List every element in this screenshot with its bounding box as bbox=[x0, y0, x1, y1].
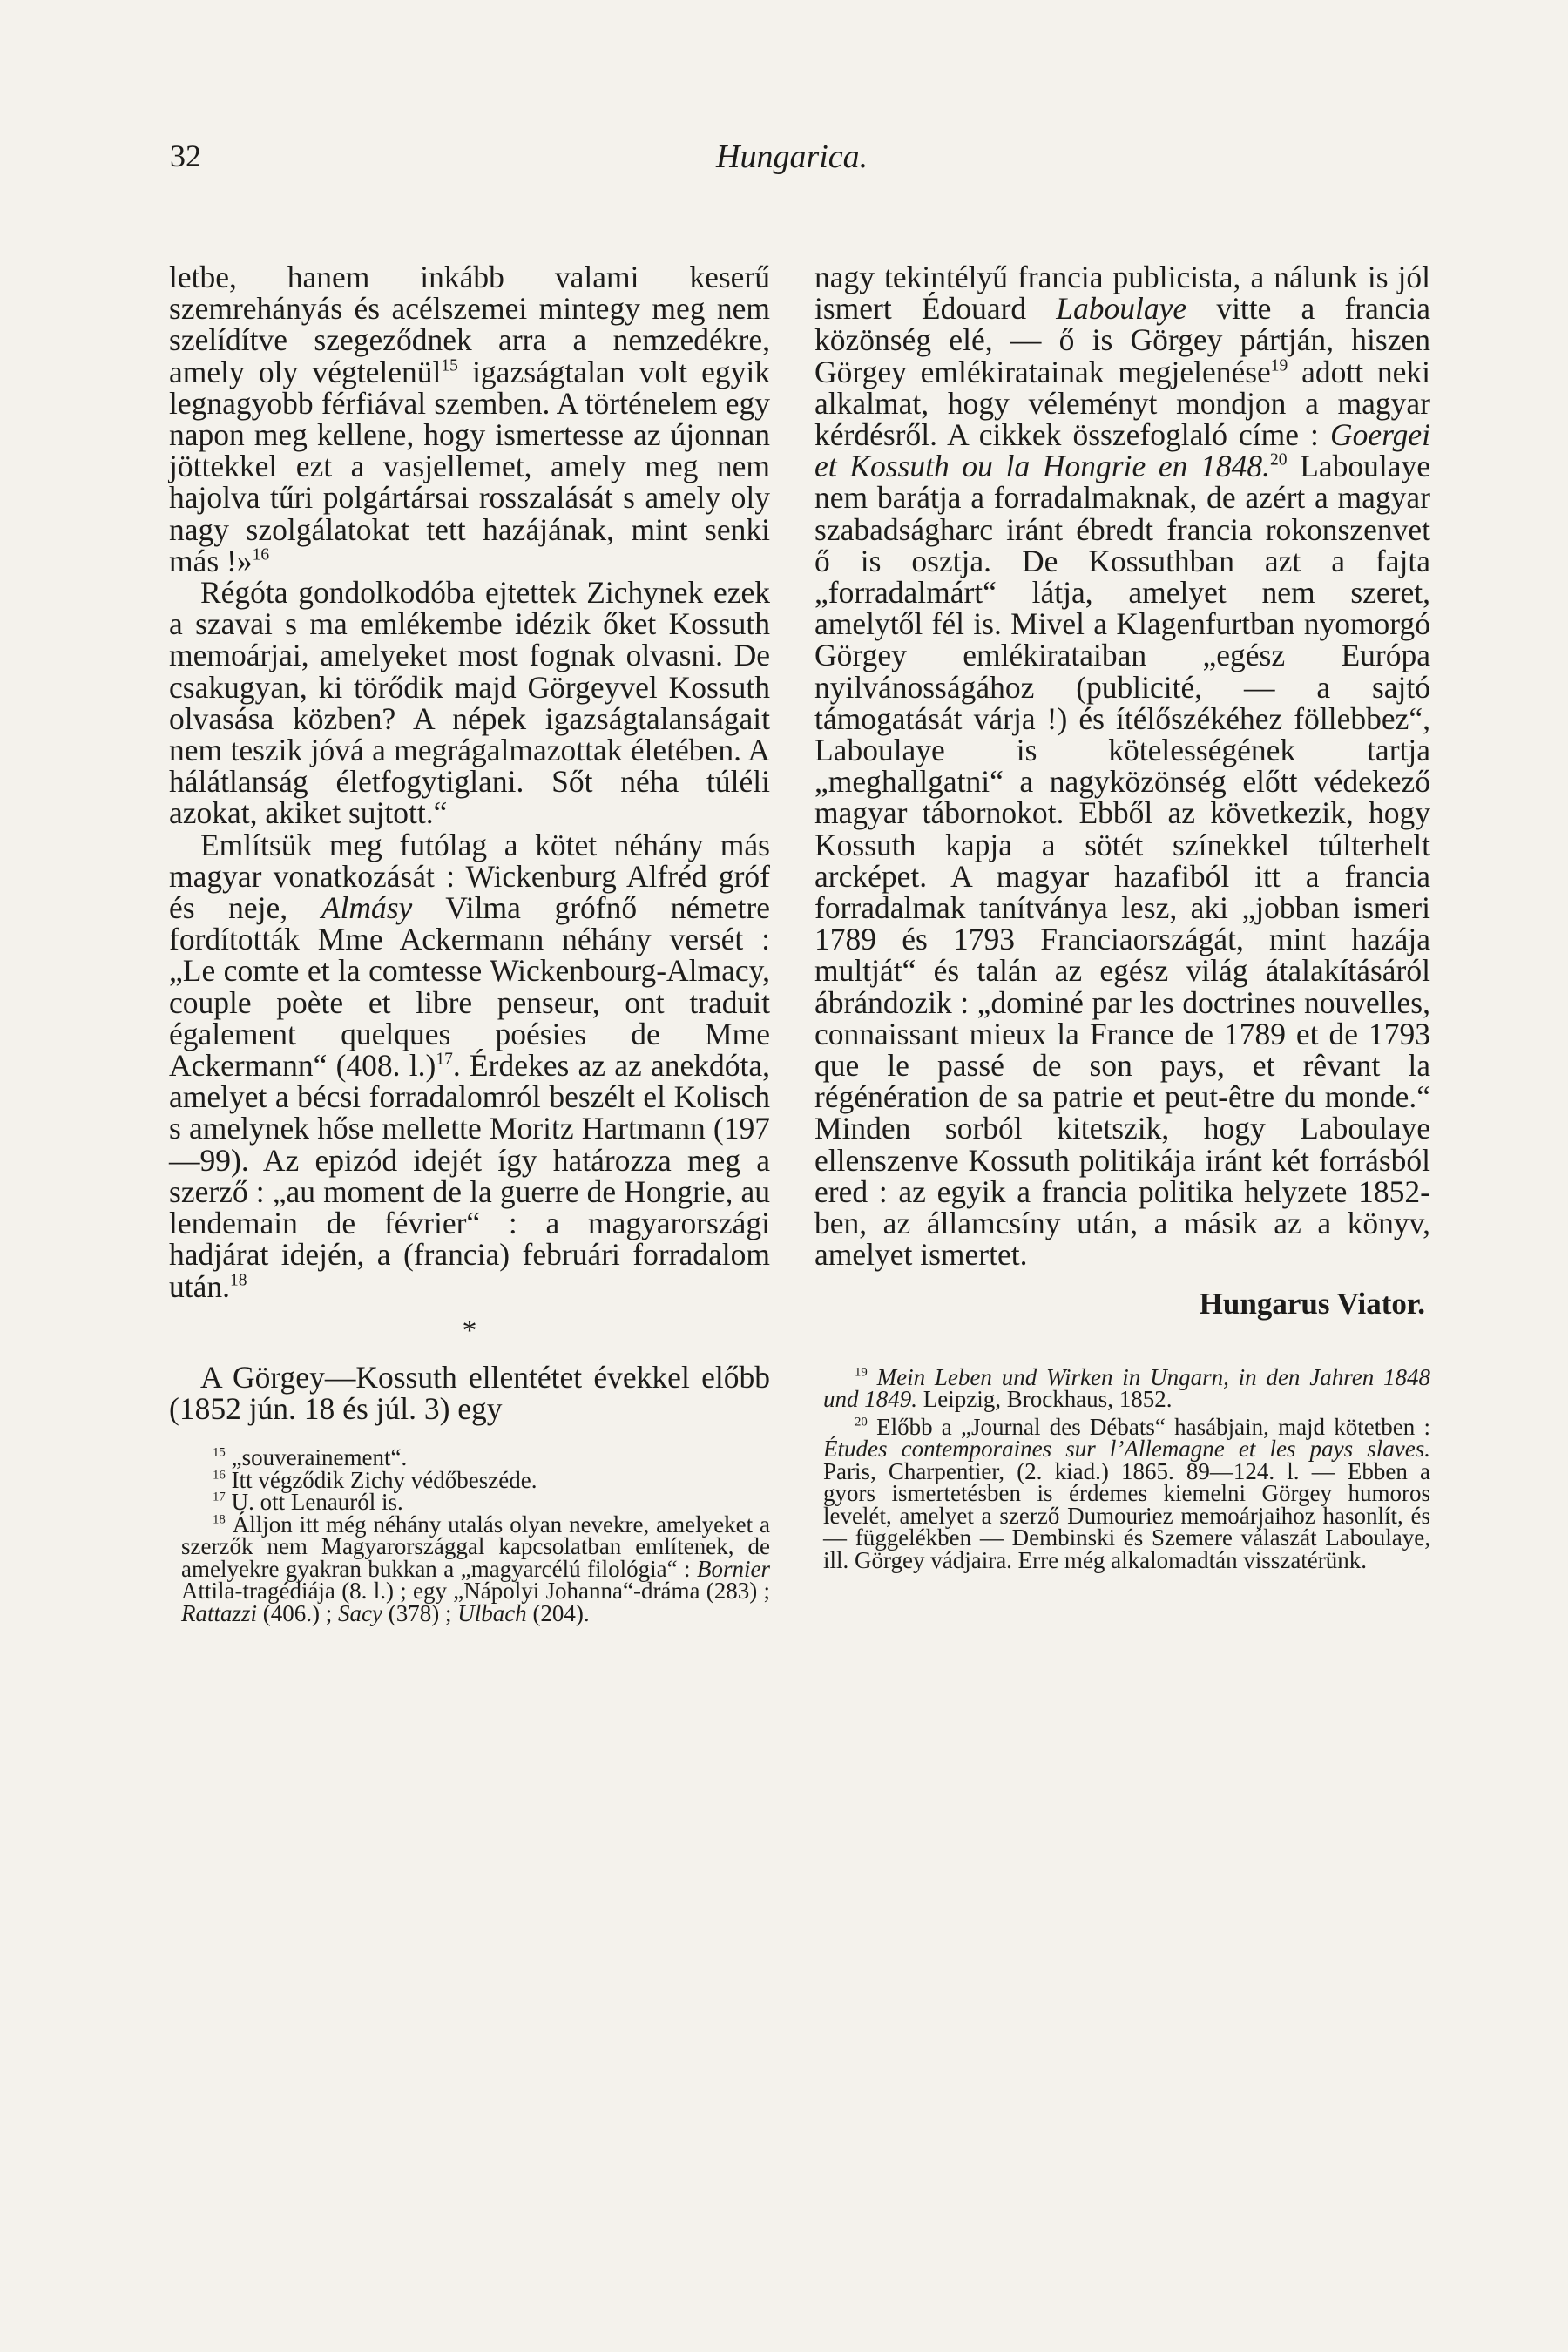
section-asterisk: * bbox=[462, 1314, 477, 1347]
right-column bbox=[814, 261, 1430, 1577]
footnote-15: $^{15}$ „souverainement“. bbox=[213, 1444, 408, 1471]
page-number: 32 bbox=[170, 139, 201, 173]
footnote-16: $^{16}$ Itt végződik Zichy védőbeszéde. bbox=[213, 1466, 537, 1493]
running-title: Hungarica. bbox=[716, 139, 868, 175]
left-paragraph-2: Régóta gondolkodóba ejtettek Zichynek ezek a szavai s ma emlékembe idézik őket Kossuth memoárjai, amelyeket most fognak olvasni. De csakugyan, ki törődik majd Görgeyvel Kossuth olvasása közben? A népek igazságtalanságait nem teszik jóvá a megrágalmazottak életében. A hálátlanság életfogytiglani. Sőt néha túléli azokat, akiket sujtott.“ bbox=[169, 575, 770, 831]
footnote-19: $^{19}$ Mein Leben und Wirken in Ungarn, in den Jahren 1848 und 1849. Leipzig, Brockhaus, 1852. bbox=[823, 1363, 1430, 1412]
left-column bbox=[169, 261, 770, 1625]
signature: Hungarus Viator. bbox=[1199, 1286, 1425, 1321]
left-paragraph-1: letbe, hanem inkább valami keserű szemrehányás és acélszemei mintegy meg nem szelídítve szegeződnek arra a nemzedékre, amely oly végtelenül$^{15}$ igazságtalan volt egyik legnagyobb férfiával szemben. A történelem egy napon meg kellene, hogy ismertesse az újonnan jöttekkel ezt a vasjellemet, amely meg nem hajolva tűri polgártársai rosszalását s amely oly nagy szolgálatokat tett hazájának, mint senki más !»$^{16}$ bbox=[169, 260, 770, 578]
footnote-20: $^{20}$ Előbb a „Journal des Débats“ hasábjain, majd kötetben : Études contemporaines sur l’Allemagne et les pays slaves. Paris, Charpentier, (2. kiad.) 1865. 89—124. l. — Ebben a gyors ismertetésben is érdemes kiemelni Görgey humoros levelét, amelyet a szerző Dumouriez memoárjaihoz hasonlít, és — függelékben — Dembinski és Szemere válaszát Laboulaye, ill. Görgey vádjaira. Erre még alkalomadtán visszatérünk. bbox=[823, 1413, 1430, 1573]
left-paragraph-4: A Görgey—Kossuth ellentétet évekkel előbb (1852 jún. 18 és júl. 3) egy bbox=[169, 1359, 770, 1426]
footnote-18: $^{18}$ Álljon itt még néhány utalás olyan nevekre, amelyeket a szerzők nem Magyarországgal kapcsolatban említenek, de amelyekre gyakran bukkan a „magyarcélú filológia“ : Bornier Attila-tragédiája (8. l.) ; egy „Nápolyi Johanna“-dráma (283) ; Rattazzi (406.) ; Sacy (378) ; Ulbach (204). bbox=[181, 1511, 770, 1626]
left-paragraph-3: Említsük meg futólag a kötet néhány más magyar vonatkozását : Wickenburg Alfréd gróf és neje, Almásy Vilma grófnő németre fordították Mme Ackermann néhány versét : „Le comte et la comtesse Wickenbourg-Almacy, couple poète et libre penseur, ont traduit également quelques poésies de Mme Ackermann“ (408. l.)$^{17}$. Érdekes az az anekdóta, amelyet a bécsi forradalomról beszélt el Kolisch s amelynek hőse mellette Moritz Hartmann (197—99). Az epizód idejét így határozza meg a szerző : „au moment de la guerre de Hongrie, au lendemain de février“ : a magyarországi hadjárat idején, a (francia) februári forradalom után.$^{18}$ bbox=[169, 827, 771, 1304]
right-footnotes bbox=[814, 1363, 1430, 1573]
left-footnotes bbox=[169, 1444, 770, 1626]
footnote-17: $^{17}$ U. ott Lenauról is. bbox=[213, 1489, 403, 1516]
right-paragraph-1: nagy tekintélyű francia publicista, a nálunk is jól ismert Édouard Laboulaye vitte a francia közönség elé, — ő is Görgey pártján, hiszen Görgey emlékiratainak megjelenése$^{19}$ adott neki alkalmat, hogy véleményt mondjon a magyar kérdésről. A cikkek összefoglaló címe : Goergei et Kossuth ou la Hongrie en 1848.20 Laboulaye nem barátja a forradalmaknak, de azért a magyar szabadságharc iránt ébredt francia rokonszenvet ő is osztja. De Kossuthban azt a fajta „forradalmárt“ látja, amelyet nem szeret, amelytől fél is. Mivel a Klagenfurtban nyomorgó Görgey emlékirataiban „egész Európa nyilvánosságához (publicité, — a sajtó támogatását várja !) és ítélőszékéhez föllebbez“, Laboulaye is kötelességének tartja „meghallgatni“ a nagyközönség előtt védekező magyar tábornokot. Ebből az következik, hogy Kossuth kapja a sötét színekkel túlterhelt arcképet. A magyar hazafiból itt a francia forradalmak tanítványa lesz, aki „jobban ismeri 1789 és 1793 Franciaországát, mint hazája multját“ és talán az egész világ átalakításáról ábrándozik : „dominé par les doctrines nouvelles, connaissant mieux la France de 1789 et de 1793 que le passé de son pays, et rêvant la régénération de sa patrie et peut-être du monde.“ Minden sorból kitetszik, hogy Laboulaye ellenszenve Kossuth politikája iránt két forrásból ered : az egyik a francia politika helyzete 1852-ben, az államcsíny után, a másik az a könyv, amelyet ismertet. bbox=[814, 260, 1431, 1273]
